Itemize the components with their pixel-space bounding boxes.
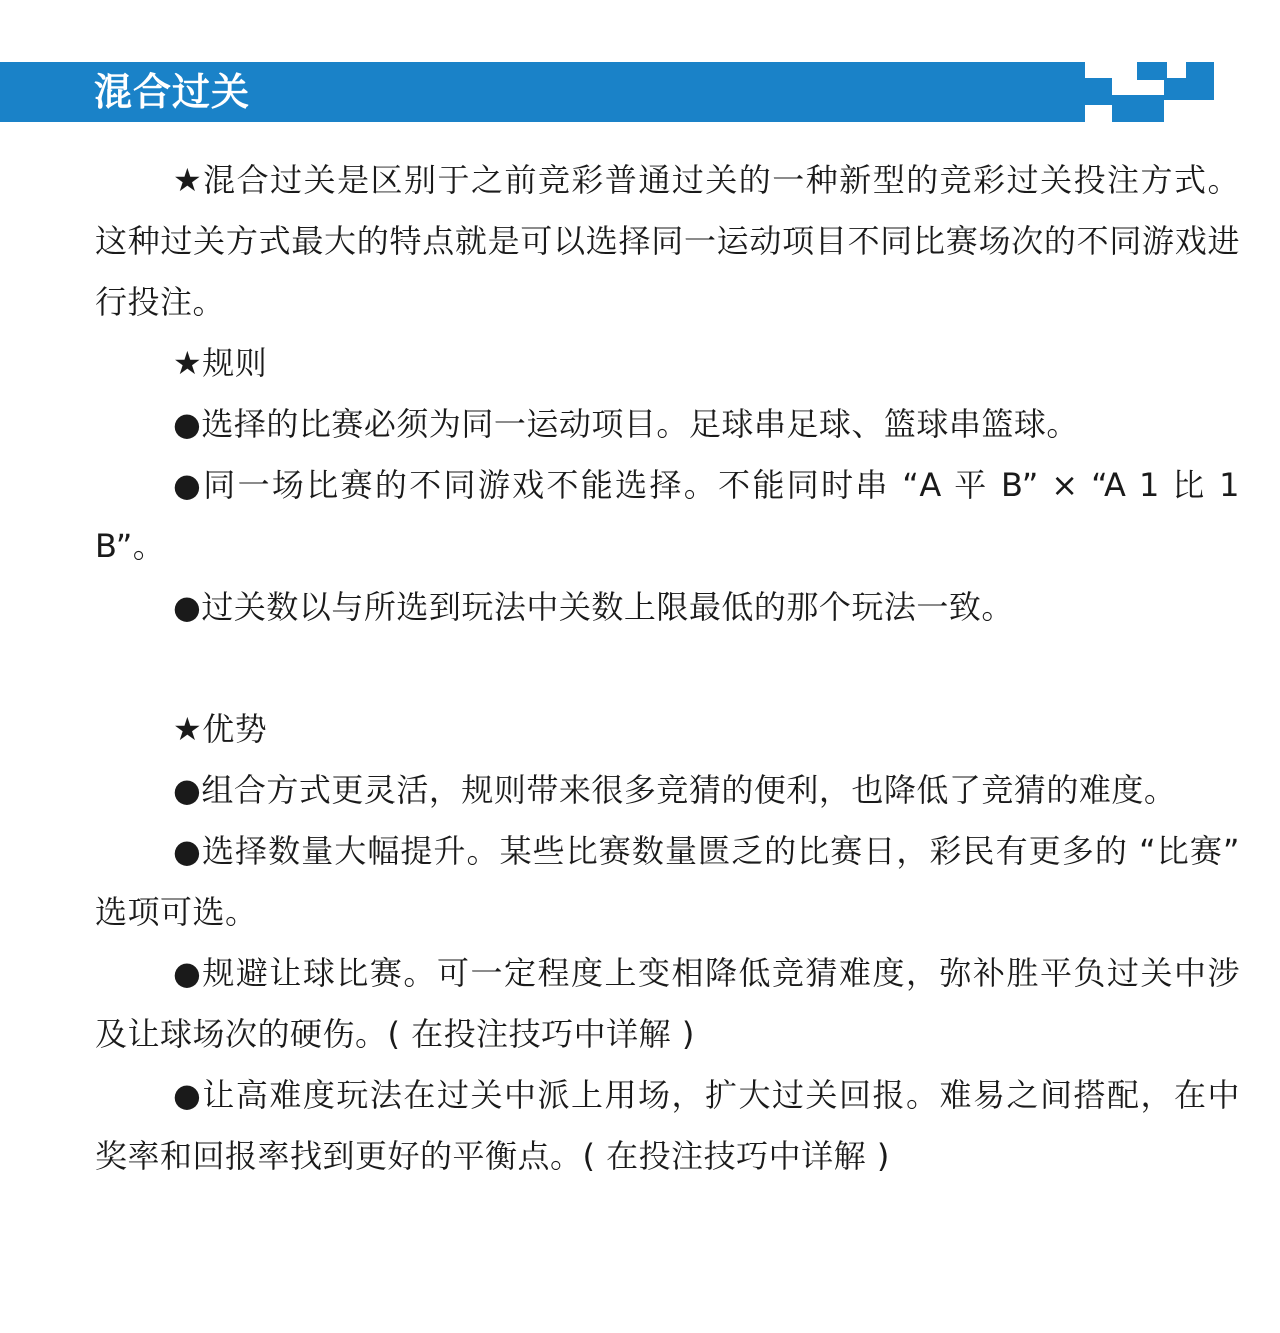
rules-heading: ★规则 xyxy=(173,344,268,382)
advantage-item: ●选择数量大幅提升。某些比赛数量匮乏的比赛日，彩民有更多的 “比赛” 选项可选。 xyxy=(95,832,1240,931)
article-body xyxy=(95,150,1240,1187)
advantage-item: ●组合方式更灵活，规则带来很多竞猜的便利，也降低了竞猜的难度。 xyxy=(173,771,1177,809)
rule-item: ●选择的比赛必须为同一运动项目。足球串足球、篮球串篮球。 xyxy=(173,405,1079,443)
page-title: 混合过关 xyxy=(94,70,251,114)
section-spacer xyxy=(95,638,1240,699)
rule-item: ●过关数以与所选到玩法中关数上限最低的那个玩法一致。 xyxy=(173,588,1014,626)
advantage-item: ●让高难度玩法在过关中派上用场，扩大过关回报。难易之间搭配，在中奖率和回报率找到更好的平衡点。( 在投注技巧中详解 ) xyxy=(95,1076,1240,1175)
intro-paragraph: ★混合过关是区别于之前竞彩普通过关的一种新型的竞彩过关投注方式。这种过关方式最大的特点就是可以选择同一运动项目不同比赛场次的不同游戏进行投注。 xyxy=(95,161,1240,321)
advantages-heading: ★优势 xyxy=(173,710,268,748)
advantage-item: ●规避让球比赛。可一定程度上变相降低竞猜难度，弥补胜平负过关中涉及让球场次的硬伤。( 在投注技巧中详解 ) xyxy=(95,954,1240,1053)
rule-item: ●同一场比赛的不同游戏不能选择。不能同时串 “A 平 B” × “A 1 比 1 B”。 xyxy=(95,466,1240,565)
